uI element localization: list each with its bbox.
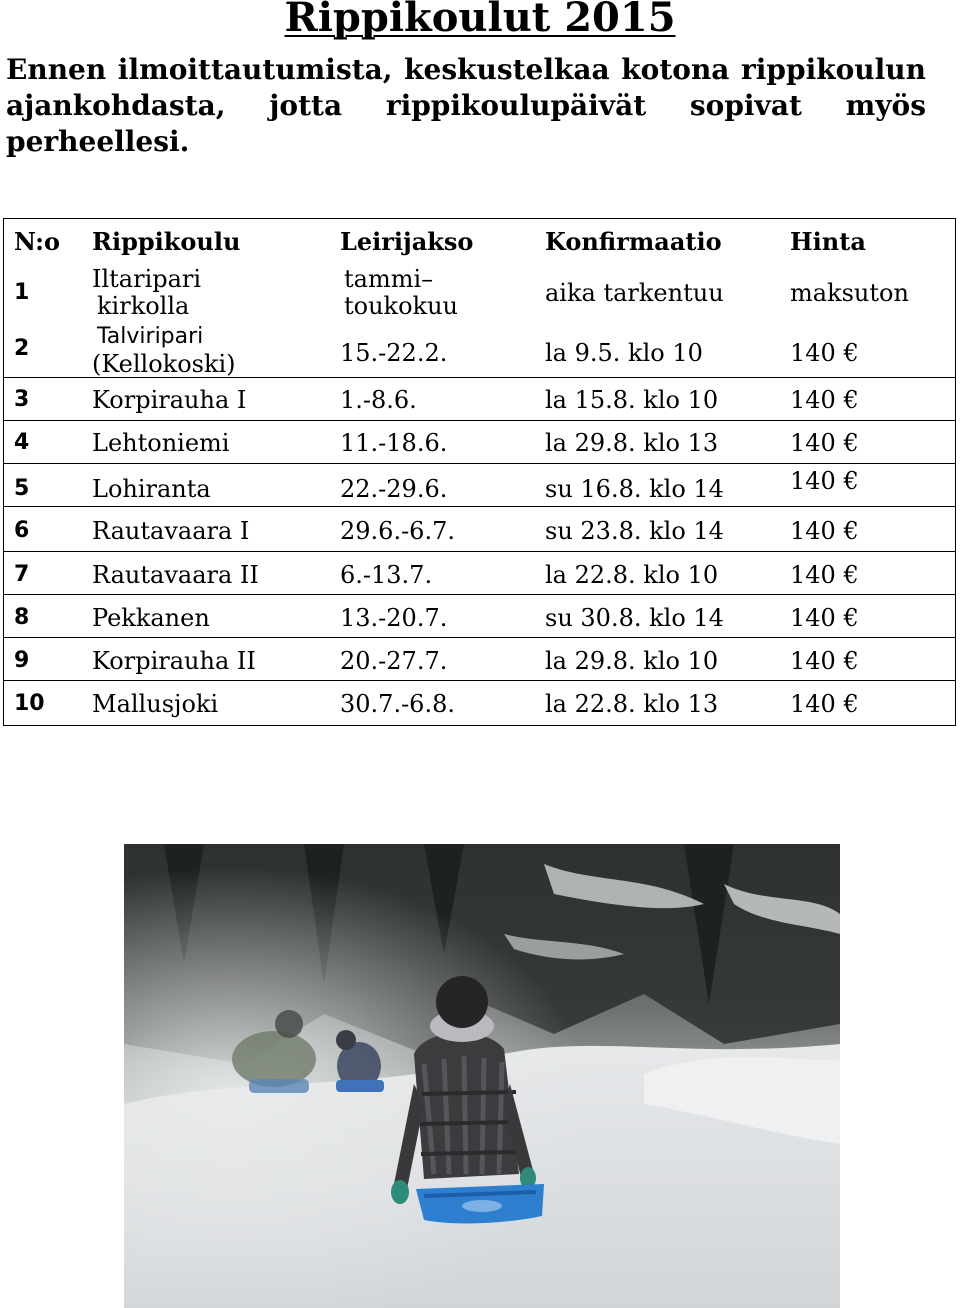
row-school: Korpirauha II [92,647,256,675]
header-school: Rippikoulu [92,227,241,256]
row-school: Korpirauha I [92,386,247,414]
row-price: 140 € [790,517,859,545]
page-title: Rippikoulut 2015 [284,0,676,41]
row-confirmation: la 22.8. klo 10 [545,561,719,589]
row-price: 140 € [790,561,859,589]
row-number: 6 [14,518,30,543]
row-confirmation: aika tarkentuu [545,279,724,307]
row-confirmation: la 22.8. klo 13 [545,690,719,718]
row-number: 9 [14,648,30,673]
row-period: 29.6.-6.7. [340,517,455,545]
row-school: Rautavaara I [92,517,250,545]
row-number: 7 [14,562,30,587]
row-period: 30.7.-6.8. [340,690,455,718]
row-period: 1.-8.6. [340,386,417,414]
row-confirmation: su 23.8. klo 14 [545,517,724,545]
row-price: 140 € [790,339,859,367]
header-period: Leirijakso [340,227,474,256]
row-number: 2 [14,336,30,361]
row-price: 140 € [790,386,859,414]
row-number: 8 [14,605,30,630]
row-school-line2: (Kellokoski) [92,350,236,378]
row-price: 140 € [790,429,859,457]
row-price: 140 € [790,604,859,632]
row-number: 3 [14,387,30,412]
row-period: 20.-27.7. [340,647,448,675]
row-period: 13.-20.7. [340,604,448,632]
row-period: 6.-13.7. [340,561,433,589]
row-school: Lohiranta [92,475,211,503]
row-period-line1: tammi– [344,265,434,293]
table-row [4,265,955,321]
row-number: 5 [14,476,30,501]
row-school: Mallusjoki [92,690,219,718]
row-number: 4 [14,430,30,455]
table-row [4,378,955,421]
row-period-line2: toukokuu [344,292,458,320]
row-price: maksuton [790,279,909,307]
table-row [4,552,955,595]
table-row [4,595,955,638]
row-price: 140 € [790,467,859,495]
row-school: Rautavaara II [92,561,259,589]
row-confirmation: la 29.8. klo 10 [545,647,719,675]
row-period: 22.-29.6. [340,475,448,503]
row-confirmation: su 16.8. klo 14 [545,475,724,503]
row-confirmation: la 15.8. klo 10 [545,386,719,414]
row-number: 10 [14,691,45,716]
table-row [4,681,955,725]
table-row [4,507,955,552]
row-school-line2: kirkolla [97,292,190,320]
row-period: 15.-22.2. [340,339,448,367]
row-price: 140 € [790,690,859,718]
row-confirmation: la 9.5. klo 10 [545,339,703,367]
row-school-line1: Iltaripari [92,265,202,293]
row-school: Lehtoniemi [92,429,230,457]
row-period: 11.-18.6. [340,429,448,457]
row-confirmation: su 30.8. klo 14 [545,604,724,632]
table-row [4,321,955,378]
table-row [4,464,955,507]
header-price: Hinta [790,227,866,256]
schedule-table [3,218,956,726]
table-header-row [4,219,955,265]
table-row [4,638,955,681]
header-number: N:o [14,227,60,256]
row-school: Pekkanen [92,604,210,632]
sledding-photo [124,844,840,1308]
row-price: 140 € [790,647,859,675]
row-school-line1: Talviripari [97,324,204,349]
row-confirmation: la 29.8. klo 13 [545,429,719,457]
header-confirmation: Konfirmaatio [545,227,722,256]
intro-text: Ennen ilmoittautumista, keskustelkaa kotona rippikoulun ajankohdasta, jotta rippikoulupäivät sopivat myös perheellesi. [6,53,926,158]
table-row [4,421,955,464]
row-number: 1 [14,280,30,305]
